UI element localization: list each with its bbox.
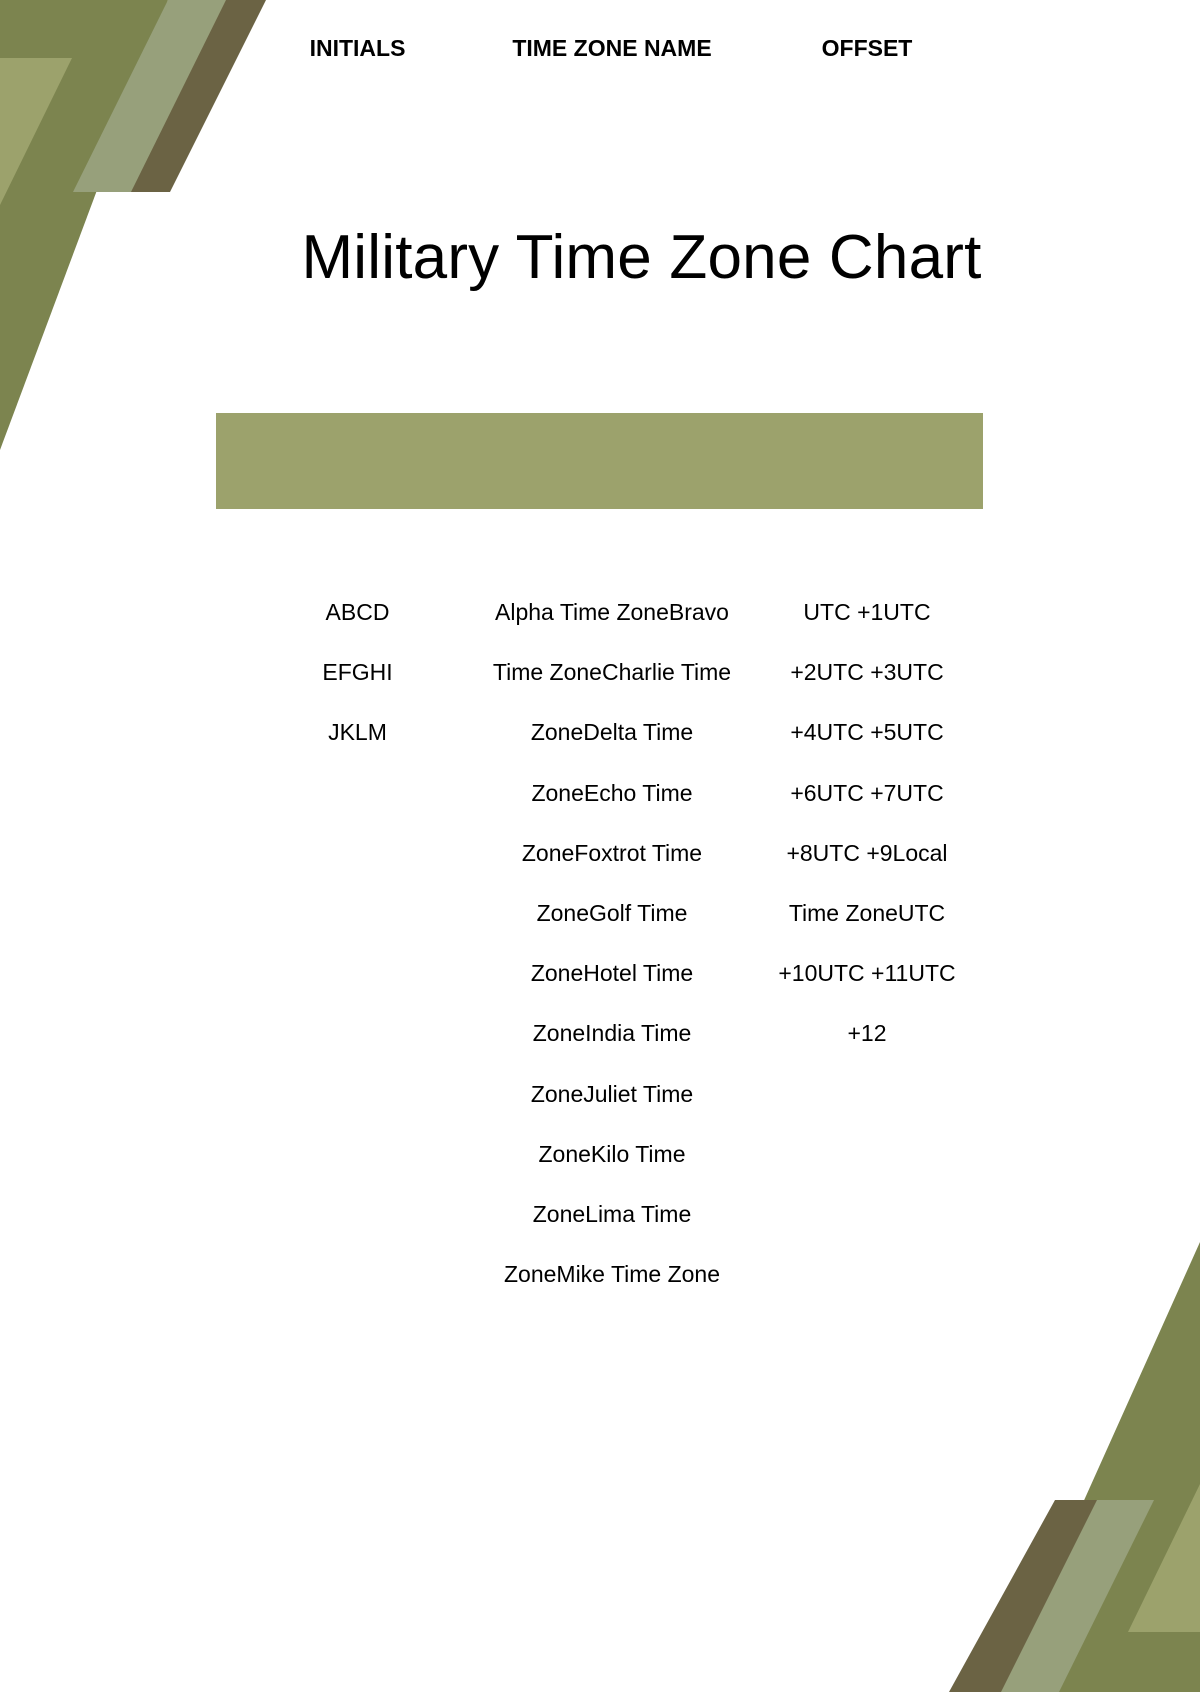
offset-line: +10UTC +11UTC xyxy=(778,960,956,987)
time-zone-name-line: ZoneHotel Time xyxy=(530,960,694,987)
time-zone-name-line: ZoneKilo Time xyxy=(538,1140,686,1167)
offset-column-header: OFFSET xyxy=(821,35,913,61)
offset-line: +4UTC +5UTC xyxy=(790,719,944,746)
offset-line: +8UTC +9Local xyxy=(786,839,948,866)
initials-line: JKLM xyxy=(328,719,387,746)
time-zone-name-line: ZoneMike Time Zone xyxy=(503,1261,721,1288)
time-zone-name-line: Alpha Time ZoneBravo xyxy=(495,599,729,625)
initials-line: ABCD xyxy=(325,599,390,625)
time-zone-name-column-header: TIME ZONE NAME xyxy=(512,35,712,61)
initials-column xyxy=(235,582,480,763)
time-zone-name-column xyxy=(470,582,754,1304)
offset-line: Time ZoneUTC xyxy=(788,899,946,926)
table-header-band xyxy=(216,413,983,509)
offset-line: UTC +1UTC xyxy=(803,599,931,625)
time-zone-name-line: ZoneIndia Time xyxy=(532,1020,692,1047)
time-zone-name-line: ZoneFoxtrot Time xyxy=(521,839,703,866)
offset-column xyxy=(755,582,979,1064)
time-zone-name-line: ZoneLima Time xyxy=(532,1200,692,1227)
initials-column-header: INITIALS xyxy=(309,35,406,61)
initials-line: EFGHI xyxy=(322,659,393,686)
time-zone-name-line: ZoneGolf Time xyxy=(536,899,688,926)
offset-line: +12 xyxy=(847,1020,887,1047)
offset-line: +6UTC +7UTC xyxy=(790,779,944,806)
time-zone-name-line: ZoneDelta Time xyxy=(530,719,694,746)
time-zone-name-line: Time ZoneCharlie Time xyxy=(492,659,732,686)
time-zone-name-line: ZoneJuliet Time xyxy=(530,1080,694,1107)
page-title: Military Time Zone Chart xyxy=(301,223,982,292)
bottom-right-decoration xyxy=(930,1242,1200,1692)
offset-line: +2UTC +3UTC xyxy=(790,659,944,686)
time-zone-name-line: ZoneEcho Time xyxy=(531,779,693,806)
